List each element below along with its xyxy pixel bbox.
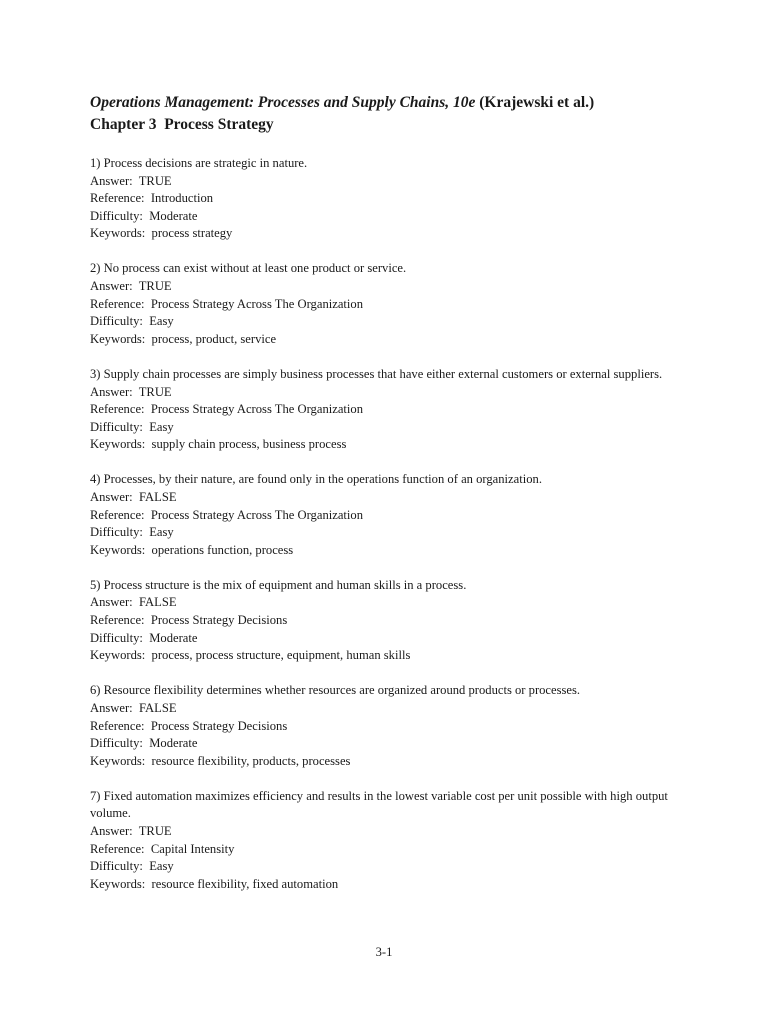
question-answer: Answer: FALSE: [90, 490, 177, 504]
question-answer: Answer: FALSE: [90, 595, 177, 610]
question-reference: Reference: Process Strategy Across The Organization: [90, 296, 364, 311]
book-authors: (Krajewski et al.): [479, 94, 595, 111]
question-keywords: Keywords: process, process structure, equipment, human skills: [90, 648, 411, 663]
question-stem: 1) Process decisions are strategic in nature.: [90, 156, 308, 170]
question-item: [90, 788, 680, 894]
question-answer: Answer: TRUE: [90, 824, 172, 838]
question-item: [90, 260, 680, 348]
page-number: 3-1: [375, 945, 393, 959]
document-page: [90, 92, 680, 911]
question-keywords: Keywords: supply chain process, business process: [90, 437, 347, 452]
question-difficulty: Difficulty: Moderate: [90, 208, 198, 223]
question-item: [90, 577, 680, 665]
question-keywords: Keywords: process strategy: [90, 226, 233, 241]
book-title: Operations Management: Processes and Supply Chains, 10e: [90, 94, 476, 111]
question-item: [90, 155, 680, 243]
question-stem: 6) Resource flexibility determines whether resources are organized around products or processes.: [90, 683, 581, 698]
question-difficulty: Difficulty: Moderate: [90, 736, 198, 751]
question-answer: Answer: TRUE: [90, 279, 172, 294]
question-keywords: Keywords: process, product, service: [90, 331, 277, 346]
question-stem: 5) Process structure is the mix of equipment and human skills in a process.: [90, 577, 467, 592]
question-reference: Reference: Process Strategy Decisions: [90, 613, 288, 628]
question-stem: 7) Fixed automation maximizes efficiency and results in the lowest variable cost per unit possible with high output volume.: [90, 788, 668, 821]
question-difficulty: Difficulty: Easy: [90, 859, 174, 874]
question-keywords: Keywords: resource flexibility, fixed automation: [90, 876, 339, 891]
question-reference: Reference: Process Strategy Across The Organization: [90, 402, 364, 417]
question-difficulty: Difficulty: Easy: [90, 314, 174, 329]
question-item: [90, 471, 680, 559]
document-title: [90, 92, 680, 114]
question-stem: 4) Processes, by their nature, are found only in the operations function of an organization.: [90, 472, 542, 487]
question-answer: Answer: TRUE: [90, 173, 172, 188]
question-reference: Reference: Process Strategy Decisions: [90, 718, 288, 733]
question-reference: Reference: Process Strategy Across The Organization: [90, 507, 364, 522]
question-difficulty: Difficulty: Moderate: [90, 630, 198, 645]
question-difficulty: Difficulty: Easy: [90, 419, 174, 434]
question-keywords: Keywords: operations function, process: [90, 542, 294, 557]
question-item: [90, 366, 680, 454]
question-answer: Answer: FALSE: [90, 700, 177, 715]
question-answer: Answer: TRUE: [90, 384, 172, 399]
question-difficulty: Difficulty: Easy: [90, 525, 174, 540]
question-item: [90, 682, 680, 770]
question-reference: Reference: Capital Intensity: [90, 841, 235, 856]
question-keywords: Keywords: resource flexibility, products, processes: [90, 753, 351, 768]
question-stem: 3) Supply chain processes are simply business processes that have either external customers or external suppliers.: [90, 366, 663, 381]
question-stem: 2) No process can exist without at least one product or service.: [90, 261, 407, 276]
question-reference: Reference: Introduction: [90, 191, 214, 206]
chapter-heading: Chapter 3 Process Strategy: [90, 116, 274, 133]
